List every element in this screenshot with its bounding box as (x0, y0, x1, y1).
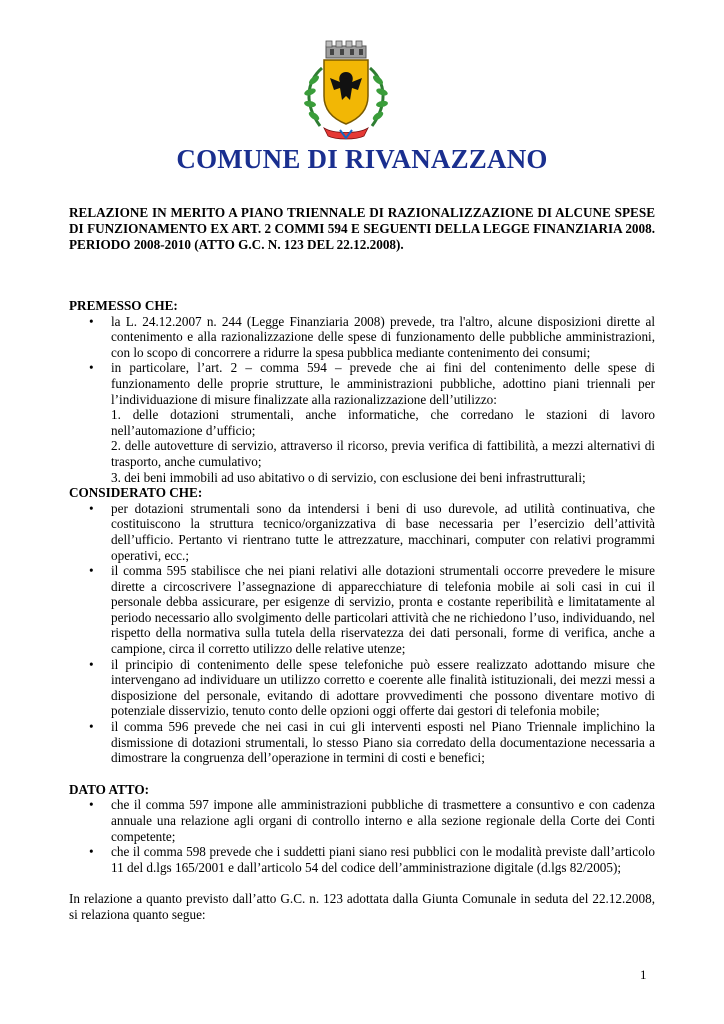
section-heading-premesso: PREMESSO CHE: (69, 298, 178, 313)
bullet-icon: • (89, 797, 94, 813)
list-item-text: la L. 24.12.2007 n. 244 (Legge Finanziaria 2008) prevede, tra l'altro, alcune disposizioni dirette al contenimento e alla razionalizzazione delle spese di funzionamento delle pubbliche amministrazioni, con lo scopo di concorrere a ridurre la spesa pubblica mediante contenimento dei consumi; (111, 313, 655, 360)
bullet-icon: • (89, 313, 94, 329)
list-item (69, 844, 655, 875)
list-item (69, 501, 655, 563)
bullet-icon: • (89, 844, 94, 860)
section-heading-dato-atto: DATO ATTO: (69, 781, 149, 797)
closing-paragraph: In relazione a quanto previsto dall’atto G.C. n. 123 adottata dalla Giunta Comunale in seduta del 22.12.2008, si relaziona quanto segue: (69, 891, 655, 922)
sub-item: 1. delle dotazioni strumentali, anche informatiche, che corredano le stazioni di lavoro nell’automazione d’ufficio; (111, 407, 655, 438)
bullet-icon: • (89, 360, 94, 376)
bullet-icon: • (89, 719, 94, 735)
list-item-text: il principio di contenimento delle spese telefoniche può essere realizzato adottando misure che intervengano ad individuare un utilizzo corretto e coerente alle finalità istituzionali, dei mezzi messi a disposizione del personale, evitando di adottare provvedimenti che possono diventare motivo di potenziale disservizio, tenuto conto delle opzioni oggi offerte dai gestori di telefonia mobile; (111, 656, 655, 719)
list-item (69, 314, 655, 361)
list-item-text: il comma 596 prevede che nei casi in cui gli interventi esposti nel Piano Triennale implichino la dismissione di dotazioni strumentali, lo stesso Piano sia corredato della documentazione necessaria a dimostrare la congruenza dell’operazione in termini di costi e benefici; (111, 719, 655, 766)
bullet-icon: • (89, 656, 94, 672)
list-item-text: in particolare, l’art. 2 – comma 594 – prevede che ai fini del contenimento delle spese di funzionamento delle proprie strutture, le amministrazioni pubbliche, adottino piani triennali per l’individuazione di misure finalizzate alla razionalizzazione dell’utilizzo: (111, 360, 655, 407)
sub-item: 3. dei beni immobili ad uso abitativo o di servizio, con esclusione dei beni infrastrutturali; (111, 469, 586, 485)
dato-atto-list (69, 797, 655, 875)
list-item (69, 563, 655, 657)
list-item-text: che il comma 598 prevede che i suddetti piani siano resi pubblici con le modalità previste dall’articolo 11 del d.lgs 165/2001 e dall’articolo 54 del codice dell’amministrazione digitale (d.lgs 82/2005); (111, 844, 655, 875)
spacer (69, 875, 655, 891)
list-item (69, 719, 655, 766)
page-title: COMUNE DI RIVANAZZANO (176, 144, 548, 174)
premesso-list (69, 314, 655, 486)
list-item (69, 657, 655, 719)
section-heading-considerato: CONSIDERATO CHE: (69, 485, 203, 501)
list-item-text: il comma 595 stabilisce che nei piani relativi alle dotazioni strumentali occorre prevedere le misure dirette a circoscrivere l’assegnazione di apparecchiature di telefonia mobile ai soli casi in cui il personale debba assicurare, per esigenze di servizio, pronta e costante reperibilità e limitatamente al periodo necessario allo svolgimento delle particolari attività che ne richiedono l’uso, individuando, nel rispetto della normativa sulla tutela della riservatezza dei dati personali, forme di verifica, anche a campione, circa il corretto utilizzo delle relative utenze; (111, 563, 655, 657)
sub-item: 2. delle autovetture di servizio, attraverso il ricorso, previa verifica di fattibilità, a mezzi alternativi di trasporto, anche cumulativo; (111, 438, 655, 469)
list-item-text: che il comma 597 impone alle amministrazioni pubbliche di trasmettere a consuntivo e con cadenza annuale una relazione agli organi di controllo interno e alla sezione regionale della Corte dei Conti competente; (111, 797, 655, 844)
bullet-icon: • (89, 500, 94, 516)
coat-of-arms-icon (300, 38, 392, 142)
document-subject: RELAZIONE IN MERITO A PIANO TRIENNALE DI RAZIONALIZZAZIONE DI ALCUNE SPESE DI FUNZIONAMENTO EX ART. 2 COMMI 594 E SEGUENTI DELLA LEGGE FINANZIARIA 2008. PERIODO 2008-2010 (ATTO G.C. N. 123 DEL 22.12.2008). (69, 205, 655, 252)
considerato-list (69, 501, 655, 766)
list-item (69, 797, 655, 844)
document-body (69, 298, 655, 923)
bullet-icon: • (89, 563, 94, 579)
list-item-text: per dotazioni strumentali sono da intendersi i beni di uso durevole, ad utilità continuativa, che costituiscono la struttura tecnico/organizzativa di base necessaria per l’esercizio dell’attività dell’ufficio. Pertanto vi rientrano tutte le attrezzature, macchinari, computer con relativi programmi operativi, ecc.; (111, 500, 655, 563)
list-item (69, 360, 655, 485)
spacer (69, 766, 655, 782)
page-number: 1 (640, 967, 647, 982)
